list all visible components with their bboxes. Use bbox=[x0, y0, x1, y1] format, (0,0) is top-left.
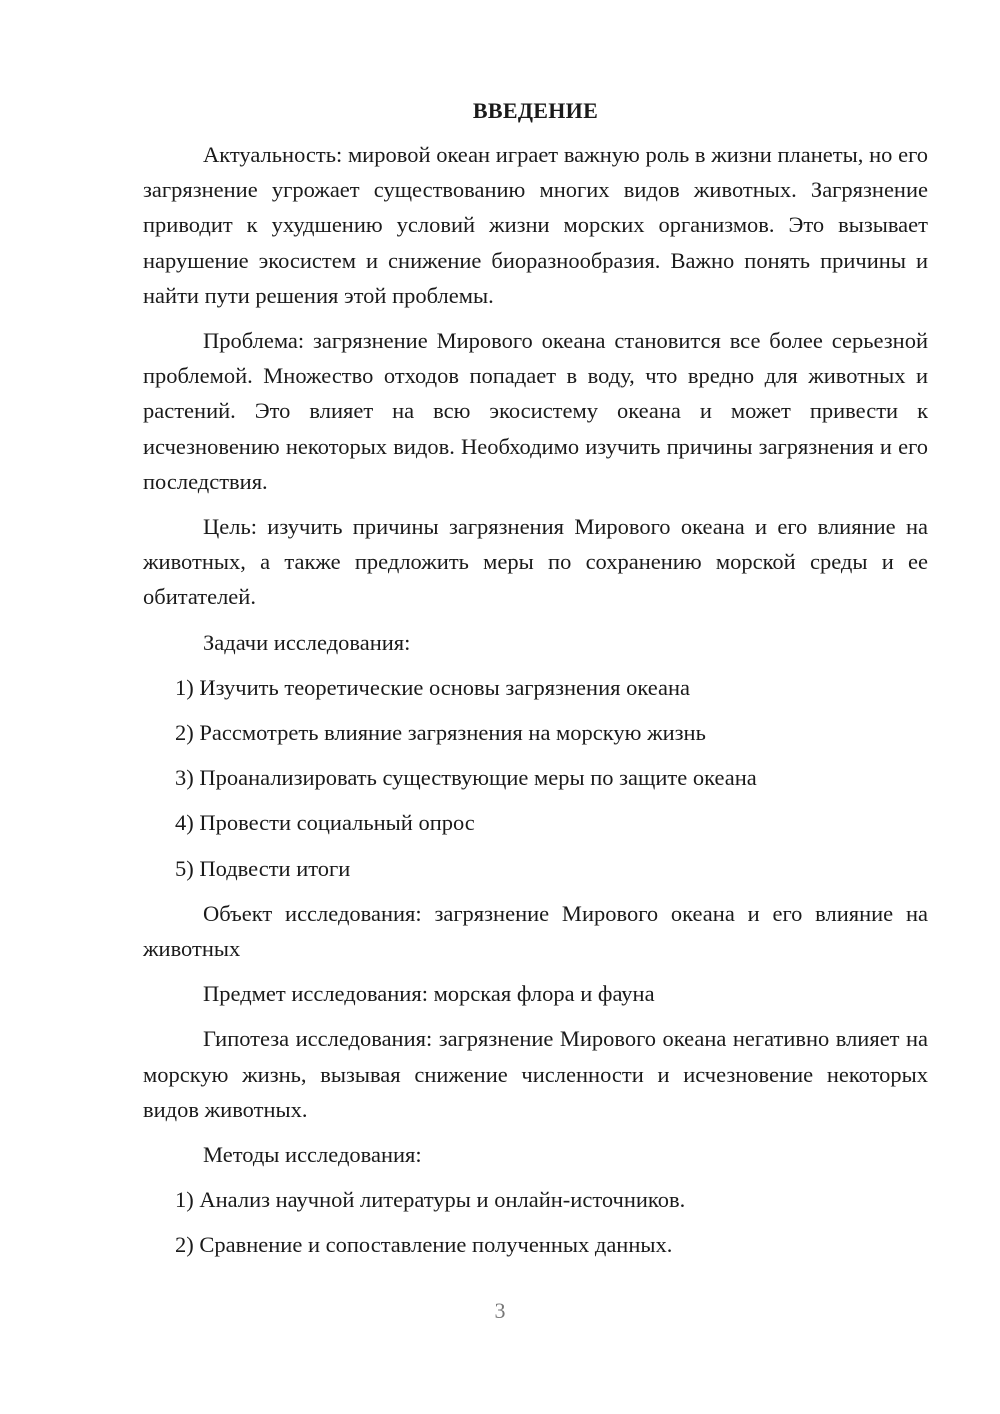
relevance-paragraph: Актуальность: мировой океан играет важную роль в жизни планеты, но его загрязнение угрожает существованию многих видов животных. Загрязнение приводит к ухудшению условий жизни морских организмов. Это вызывает нарушение экосистем и снижение биоразнообразия. Важно понять причины и найти пути решения этой проблемы. bbox=[143, 142, 928, 308]
hypothesis-paragraph: Гипотеза исследования: загрязнение Мирового океана негативно влияет на морскую жизнь, вызывая снижение численности и исчезновение некоторых видов животных. bbox=[143, 1026, 928, 1122]
page-number: 3 bbox=[494, 1298, 506, 1323]
goal-paragraph: Цель: изучить причины загрязнения Мирового океана и его влияние на животных, а также предложить меры по сохранению морской среды и ее обитателей. bbox=[143, 514, 928, 610]
methods-heading: Методы исследования: bbox=[203, 1142, 422, 1168]
section-title: ВВЕДЕНИЕ bbox=[472, 98, 599, 123]
list-item: 1) Изучить теоретические основы загрязнения океана bbox=[175, 674, 690, 700]
tasks-list bbox=[143, 670, 928, 886]
tasks-heading: Задачи исследования: bbox=[203, 629, 411, 655]
subject-paragraph: Предмет исследования: морская флора и фауна bbox=[203, 981, 655, 1007]
list-item: 2) Рассмотреть влияние загрязнения на морскую жизнь bbox=[175, 720, 706, 746]
list-item: 4) Провести социальный опрос bbox=[175, 810, 475, 836]
object-paragraph: Объект исследования: загрязнение Мирового океана и его влияние на животных bbox=[143, 900, 928, 962]
list-item: 3) Проанализировать существующие меры по защите океана bbox=[175, 765, 757, 791]
list-item: 2) Сравнение и сопоставление полученных данных. bbox=[175, 1232, 673, 1258]
methods-list bbox=[143, 1182, 928, 1262]
page-content bbox=[143, 94, 928, 1273]
list-item: 1) Анализ научной литературы и онлайн-источников. bbox=[175, 1187, 686, 1213]
list-item: 5) Подвести итоги bbox=[175, 855, 351, 881]
problem-paragraph: Проблема: загрязнение Мирового океана становится все более серьезной проблемой. Множество отходов попадает в воду, что вредно для животных и растений. Это влияет на всю экосистему океана и может привести к исчезновению некоторых видов. Необходимо изучить причины загрязнения и его последствия. bbox=[143, 328, 928, 494]
